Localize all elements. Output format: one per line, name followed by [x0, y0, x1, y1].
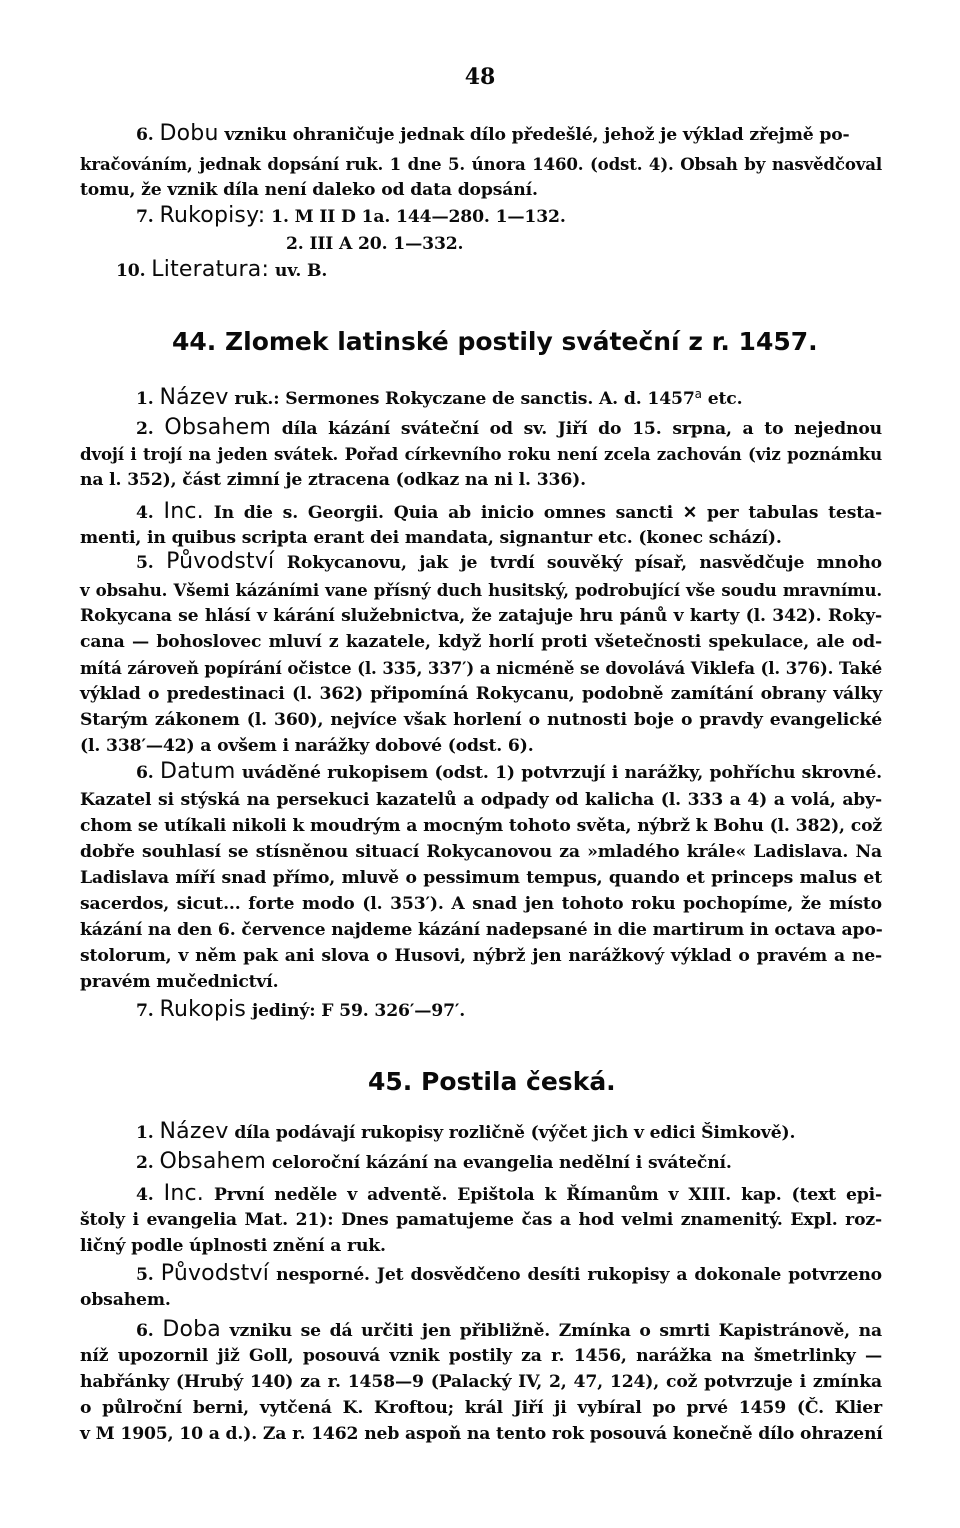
- section-heading: 44. Zlomek latinské postily sváteční z r. 1457.: [172, 327, 818, 356]
- item-label: Datum: [160, 759, 236, 784]
- text-line: [136, 996, 938, 1025]
- text-line: kázání na den 6. července najdeme kázání nadepsané in die martirum in octava apo-: [80, 920, 883, 940]
- item-label: Název: [159, 1119, 229, 1144]
- item-number: 7.: [136, 1001, 154, 1021]
- text-line: [136, 498, 882, 527]
- text-line: dobře souhlasí se stísněnou situací Rokycanovou za »mladého krále« Ladislava. Na: [80, 842, 882, 862]
- line-text: uváděné rukopisem (odst. 1) potvrzují i narážky, pohříchu skrovné.: [241, 763, 882, 783]
- text-line: [116, 256, 918, 285]
- text-line: [136, 1260, 882, 1289]
- text-line: [136, 380, 938, 413]
- item-number: 5.: [136, 553, 154, 573]
- item-number: 6.: [136, 763, 154, 783]
- line-text: etc.: [701, 389, 743, 409]
- text-line: habřánky (Hrubý 140) za r. 1458—9 (Palacký IV, 2, 47, 124), což potvrzuje i zmínka: [80, 1372, 882, 1392]
- text-line: na l. 352), část zimní je ztracena (odkaz na ni l. 336).: [80, 470, 586, 490]
- item-label: Rukopisy:: [159, 203, 266, 228]
- item-number: 6.: [136, 125, 154, 145]
- text-line: o půlroční berni, vytčená K. Kroftou; král Jiří ji vybíral po prvé 1459 (Č. Klier: [80, 1398, 882, 1418]
- item-label: Obsahem: [164, 415, 271, 440]
- line-text: nesporné. Jet dosvědčeno desíti rukopisy a dokonale potvrzeno: [276, 1265, 882, 1285]
- item-label: Doba: [162, 1317, 221, 1342]
- item-label: Dobu: [159, 121, 219, 146]
- text-line: v obsahu. Všemi kázáními vane přísný duch husitský, podrobující vše soudu mravnímu.: [80, 580, 882, 600]
- text-line: [136, 1118, 938, 1147]
- line-text: Rokycanovu, jak je tvrdí souvěký písař, nasvědčuje mnoho: [286, 553, 882, 573]
- text-line: tomu, že vznik díla není daleko od data dopsání.: [80, 180, 538, 200]
- item-number: 4.: [136, 1185, 154, 1205]
- item-label: Původství: [160, 1261, 270, 1286]
- text-line: Ladislava míří snad přímo, mluvě o pessimum tempus, quando et princeps malus et: [80, 868, 882, 888]
- text-line: [136, 414, 882, 443]
- text-line: Kazatel si stýská na persekuci kazatelů a odpady od kalicha (l. 333 a 4) a volá, aby-: [80, 790, 882, 810]
- text-line: [136, 758, 882, 787]
- text-line: cana — bohoslovec mluví z kazatele, když horlí proti všetečnosti spekulace, ale od-: [80, 632, 882, 652]
- line-text: In die s. Georgii. Quia ab inicio omnes sancti ✕ per tabulas testa-: [213, 503, 882, 523]
- text-line: [136, 1180, 882, 1209]
- text-line: kračováním, jednak dopsání ruk. 1 dne 5. února 1460. (odst. 4). Obsah by nasvědčoval: [80, 154, 882, 174]
- text-line: níž upozornil již Goll, posouvá vznik postily za r. 1456, narážka na šmetrlinky —: [80, 1346, 882, 1366]
- text-line: (l. 338′—42) a ovšem i narážky dobové (odst. 6).: [80, 736, 534, 756]
- text-line: [136, 1148, 938, 1177]
- item-label: Rukopis: [159, 997, 247, 1022]
- text-line: stolorum, v něm pak ani slova o Husovi, nýbrž jen narážkový výklad o pravém a ne-: [80, 946, 882, 966]
- text-line: štoly i evangelia Mat. 21): Dnes pamatujeme čas a hod velmi znamenitý. Expl. roz-: [80, 1210, 882, 1230]
- text-line: ličný podle úplnosti znění a ruk.: [80, 1236, 386, 1256]
- text-line: [136, 548, 882, 577]
- item-label: Inc.: [163, 1181, 204, 1206]
- item-number: 1.: [136, 1123, 154, 1143]
- text-line: pravém mučednictví.: [80, 972, 279, 992]
- item-number: 10.: [116, 261, 146, 281]
- page-number: 48: [464, 64, 496, 90]
- line-text: První neděle v adventě. Epištola k Římanům v XIII. kap. (text epi-: [214, 1185, 882, 1205]
- line-text: vzniku se dá určiti jen přibližně. Zmínka o smrti Kapistránově, na: [229, 1321, 882, 1341]
- text-line: Rokycana se hlásí v kárání služebnictva, že zatajuje hru pánů v karty (l. 342). Roky-: [80, 606, 882, 626]
- item-number: 7.: [136, 207, 154, 227]
- line-text: uv. B.: [274, 261, 328, 281]
- text-line: v M 1905, 10 a d.). Za r. 1462 neb aspoň na tento rok posouvá konečně dílo ohrazení: [80, 1424, 883, 1444]
- text-line: menti, in quibus scripta erant dei mandata, signantur etc. (konec schází).: [80, 528, 782, 548]
- text-line: [136, 1316, 882, 1345]
- item-number: 6.: [136, 1321, 154, 1341]
- text-line: dvojí i trojí na jeden svátek. Pořad církevního roku není zcela zachován (viz poznámku: [80, 444, 882, 464]
- item-label: Inc.: [163, 499, 204, 524]
- line-text: celoroční kázání na evangelia nedělní i sváteční.: [271, 1153, 732, 1173]
- text-line: obsahem.: [80, 1290, 171, 1310]
- line-text: 1. M II D 1a. 144—280. 1—132.: [271, 207, 566, 227]
- superscript: a: [694, 387, 702, 401]
- item-label: Název: [159, 385, 229, 410]
- item-number: 2.: [136, 419, 154, 439]
- text-line: 2. III A 20. 1—332.: [286, 234, 464, 254]
- item-number: 4.: [136, 503, 154, 523]
- text-line: sacerdos, sicut... forte modo (l. 353′). A snad jen tohoto roku pochopíme, že místo: [80, 894, 882, 914]
- text-line: výklad o predestinaci (l. 362) připomíná Rokycanu, podobně zamítání obrany války: [80, 684, 882, 704]
- item-label: Obsahem: [159, 1149, 267, 1174]
- line-text: díla podávají rukopisy rozličně (výčet jich v edici Šimkově).: [234, 1123, 796, 1143]
- section-heading: 45. Postila česká.: [368, 1067, 616, 1096]
- item-number: 5.: [136, 1265, 154, 1285]
- line-text: jediný: F 59. 326′—97′.: [251, 1001, 466, 1021]
- text-line: [136, 202, 938, 231]
- item-label: Původství: [166, 549, 275, 574]
- line-text: vzniku ohraničuje jednak dílo předešlé, jehož je výklad zřejmě po-: [224, 125, 850, 145]
- item-number: 2.: [136, 1153, 154, 1173]
- text-line: mítá zároveň popírání očistce (l. 335, 337′) a nicméně se dovolává Viklefa (l. 376). Také: [80, 658, 882, 678]
- text-line: chom se utíkali nikoli k moudrým a mocným tohoto světa, nýbrž k Bohu (l. 382), což: [80, 816, 882, 836]
- line-text: ruk.: Sermones Rokyczane de sanctis. A. d. 1457: [234, 389, 695, 409]
- line-text: díla kázání sváteční od sv. Jiří do 15. srpna, a to nejednou: [281, 419, 882, 439]
- text-line: Starým zákonem (l. 360), nejvíce však horlení o nutnosti boje o pravdy evangelické: [80, 710, 882, 730]
- item-number: 1.: [136, 389, 154, 409]
- item-label: Literatura:: [151, 257, 270, 282]
- text-line: [136, 120, 882, 149]
